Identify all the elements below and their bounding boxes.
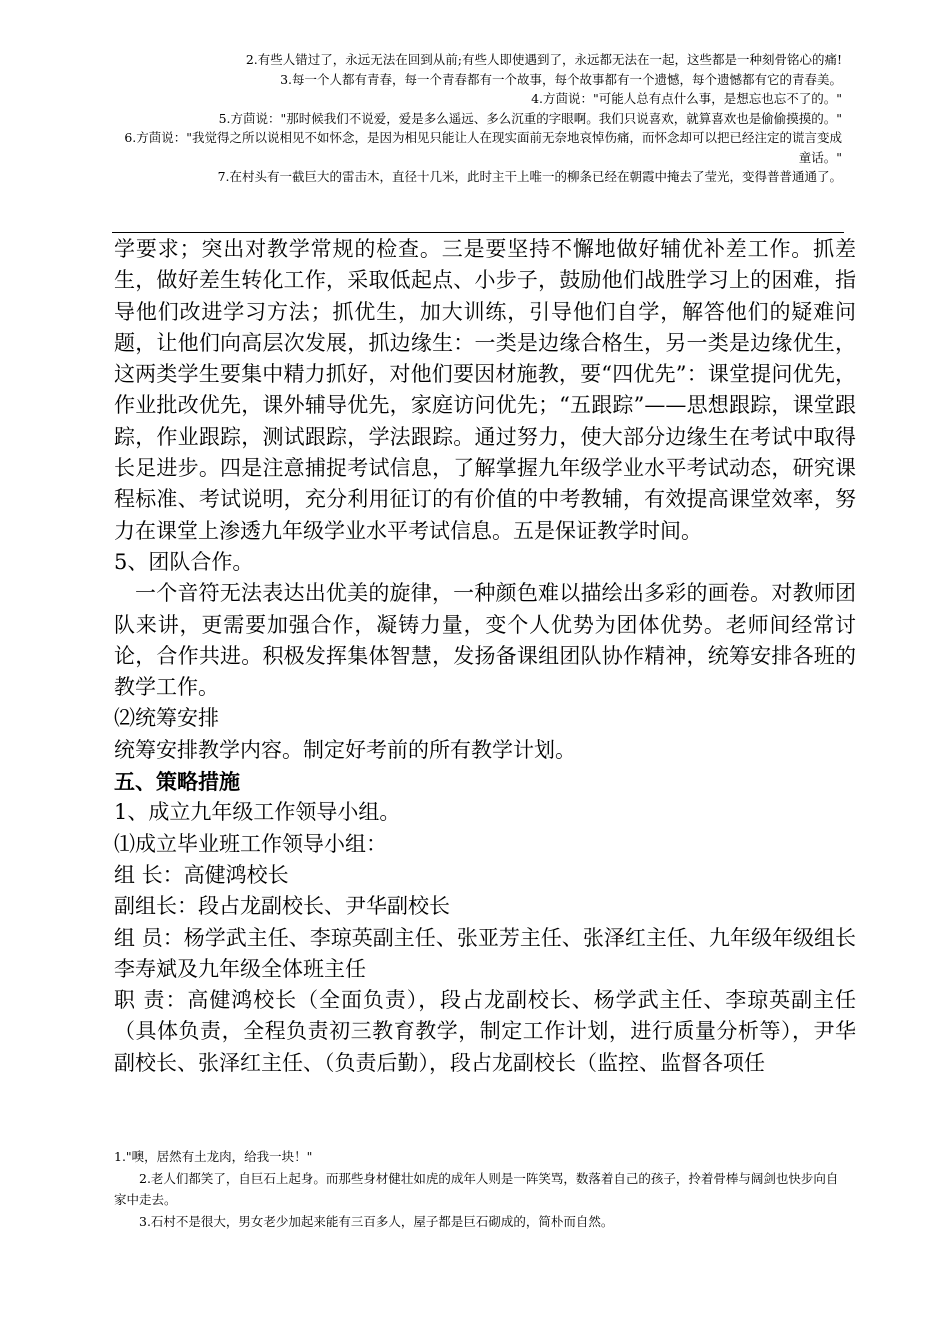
deputy-line: 副组长：段占龙副校长、尹华副校长 [114,894,450,919]
bottom-notes [114,1146,846,1232]
bottom-note: 3.石村不是很大，男女老少加起来能有三百多人，屋子都是巨石砌成的，简朴而自然。 [139,1213,614,1229]
list-item: 1、成立九年级工作领导小组。 [114,800,401,825]
plan-title: ⑵统筹安排 [114,706,219,731]
duties-line: 职 责：高健鸿校长（全面负责），段占龙副校长、杨学武主任、李琼英副主任（具体负责，全程负责初三教育教学，制定工作计划，进行质量分析等），尹华副校长、张泽红主任、（负责后勤），段占龙副校长（监控、监督各项任 [114,988,856,1075]
body-paragraph: 学要求；突出对教学常规的检查。三是要坚持不懈地做好辅优补差工作。抓差生，做好差生转化工作，采取低起点、小步子，鼓励他们战胜学习上的困难，指导他们改进学习方法；抓优生，加大训练，引导他们自学，解答他们的疑难问题，让他们向高层次发展，抓边缘生：一类是边缘合格生，另一类是边缘优生，这两类学生要集中精力抓好，对他们要因材施教，要“四优先”：课堂提问优先，作业批改优先，课外辅导优先，家庭访问优先；“五跟踪”——思想跟踪，课堂跟踪，作业跟踪，测试跟踪，学法跟踪。通过努力，使大部分边缘生在考试中取得长足进步。四是注意捕捉考试信息，了解掌握九年级学业水平考试动态，研究课程标准、考试说明，充分利用征订的有价值的中考教辅，有效提高课堂效率，努力在课堂上渗透九年级学业水平考试信息。五是保证教学时间。 [114,237,856,543]
team-paragraph: 一个音符无法表达出优美的旋律，一种颜色难以描绘出多彩的画卷。对教师团队来讲，更需要加强合作，凝铸力量，变个人优势为团体优势。老师间经常讨论，合作共进。积极发挥集体智慧，发扬备课组团队协作精神，统筹安排各班的教学工作。 [114,581,856,700]
top-notes [120,50,842,187]
top-note: 3.每一个人都有青春，每一个青春都有一个故事，每个故事都有一个遗憾，每个遗憾都有它的青春美。 [280,71,842,87]
top-note: 7.在村头有一截巨大的雷击木，直径十几米，此时主干上唯一的柳条已经在朝霞中掩去了莹光，变得普普通通了。 [217,169,842,184]
plan-paragraph: 统筹安排教学内容。制定好考前的所有教学计划。 [114,737,576,762]
bottom-note: 1."噢，居然有土龙肉，给我一块！" [114,1149,313,1164]
leader-line: 组 长：高健鸿校长 [114,862,289,887]
section-heading: 五、策略措施 [114,769,240,795]
bottom-note: 2.老人们都笑了，自巨石上起身。而那些身材健壮如虎的成年人则是一阵笑骂，数落着自己的孩子，拎着骨棒与阔剑也快步向自家中走去。 [114,1170,839,1207]
top-note: 4.方茴说："可能人总有点什么事，是想忘也忘不了的。" [531,91,842,106]
divider-line [112,232,844,233]
team-title: 5、团队合作。 [114,549,254,574]
main-body [114,234,856,1079]
top-note: 2.有些人错过了，永远无法在回到从前;有些人即使遇到了，永远都无法在一起，这些都是一种刻骨铭心的痛! [245,52,842,67]
top-note: 6.方茴说："我觉得之所以说相见不如怀念，是因为相见只能让人在现实面前无奈地哀悼伤痛，而怀念却可以把已经注定的谎言变成童话。" [124,130,842,165]
list-subitem: ⑴成立毕业班工作领导小组： [114,831,387,856]
top-note: 5.方茴说："那时候我们不说爱，爱是多么遥远、多么沉重的字眼啊。我们只说喜欢，就算喜欢也是偷偷摸摸的。" [218,110,842,126]
members-line: 组 员：杨学武主任、李琼英副主任、张亚芳主任、张泽红主任、九年级年级组长李寿斌及九年级全体班主任 [114,925,856,981]
